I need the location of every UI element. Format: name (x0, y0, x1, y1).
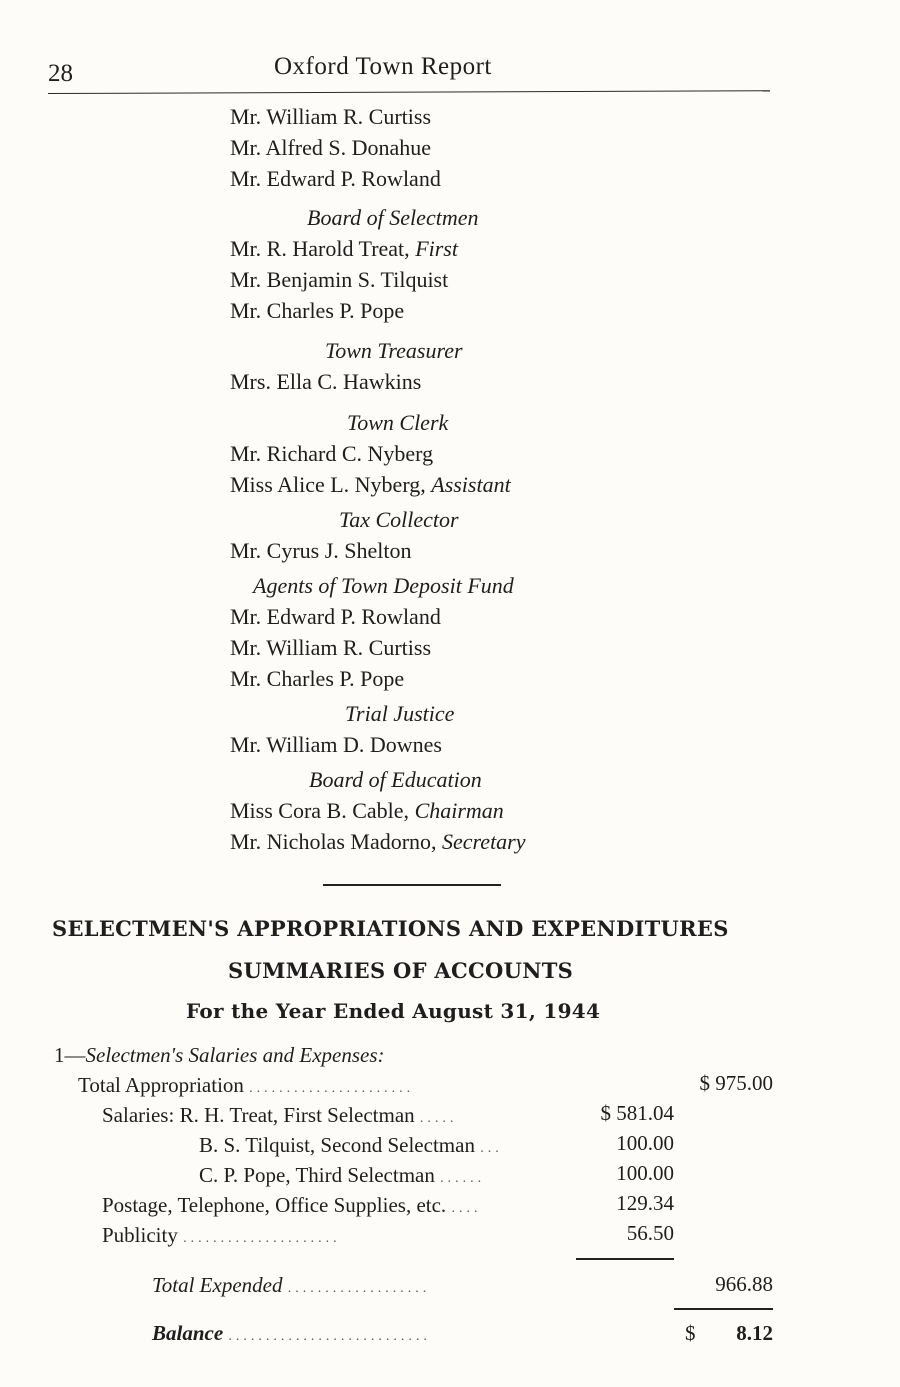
section-heading-agents-town-deposit-fund: Agents of Town Deposit Fund (253, 573, 514, 598)
officer-name: Mr. Edward P. Rowland (230, 166, 441, 191)
page-number: 28 (48, 60, 73, 87)
salary-row (199, 1132, 503, 1162)
section-title: SELECTMEN'S APPROPRIATIONS AND EXPENDITURES (52, 916, 729, 941)
officer-name: Mr. Charles P. Pope (230, 666, 405, 691)
total-expended-row (152, 1272, 430, 1302)
expense-row (102, 1192, 481, 1222)
leader-dots: ... (480, 1141, 503, 1156)
section-heading-town-clerk: Town Clerk (347, 410, 449, 435)
officer-name-text: Mr. Nicholas Madorno, (230, 829, 443, 854)
officer-name (230, 472, 511, 498)
section-divider (323, 884, 501, 886)
salary-label: B. S. Tilquist, Second Selectman (199, 1133, 475, 1157)
expense-label: Postage, Telephone, Office Supplies, etc. (102, 1193, 447, 1217)
officer-role: First (415, 236, 458, 261)
section-subtitle: SUMMARIES OF ACCOUNTS (228, 958, 574, 983)
balance-amount: 8.12 (736, 1321, 773, 1345)
section-heading-board-of-education: Board of Education (309, 767, 482, 792)
officer-role: Secretary (442, 829, 526, 854)
balance-row (152, 1320, 431, 1350)
leader-dots: ..... (419, 1111, 458, 1126)
officer-name: Mr. Benjamin S. Tilquist (230, 267, 449, 292)
salary-amount: 100.00 (616, 1131, 674, 1155)
total-appropriation-label: Total Appropriation (78, 1073, 244, 1097)
total-appropriation-amount: $ 975.00 (699, 1071, 773, 1095)
total-rule (674, 1308, 773, 1310)
expense-amount: 129.34 (616, 1191, 674, 1215)
salary-amount: $ 581.04 (600, 1101, 674, 1125)
section-heading-trial-justice: Trial Justice (345, 701, 455, 726)
account-item-title: Selectmen's Salaries and Expenses: (85, 1043, 385, 1067)
header-rule (48, 90, 770, 94)
officer-role: Assistant (431, 472, 511, 497)
balance-label: Balance (152, 1321, 224, 1345)
salary-amount: 100.00 (616, 1161, 674, 1185)
officer-name-text: Miss Cora B. Cable, (230, 798, 415, 823)
subtotal-rule (576, 1258, 674, 1260)
officer-name: Mr. William R. Curtiss (230, 635, 432, 660)
leader-dots: ................... (287, 1281, 431, 1296)
officer-name (230, 829, 526, 855)
section-heading-town-treasurer: Town Treasurer (325, 338, 463, 363)
salary-label: R. H. Treat, First Selectman (179, 1103, 415, 1127)
officer-name (230, 798, 504, 824)
salary-row (199, 1162, 485, 1192)
total-expended-label: Total Expended (152, 1273, 283, 1297)
total-expended-amount: 966.88 (715, 1272, 773, 1296)
expense-row (102, 1222, 341, 1252)
officer-role: Chairman (414, 798, 504, 823)
leader-dots: .... (451, 1201, 482, 1216)
officer-name: Mr. Charles P. Pope (230, 298, 405, 323)
leader-dots: ........................... (228, 1329, 431, 1344)
officer-name: Mrs. Ella C. Hawkins (230, 369, 422, 394)
section-heading-tax-collector: Tax Collector (339, 507, 459, 532)
leader-dots: ...................... (249, 1081, 415, 1096)
account-item-heading (54, 1042, 385, 1068)
officer-name: Mr. Richard C. Nyberg (230, 441, 434, 466)
officer-name-text: Miss Alice L. Nyberg, (230, 472, 432, 497)
section-period: For the Year Ended August 31, 1944 (186, 999, 601, 1023)
officer-name-text: Mr. R. Harold Treat, (230, 236, 416, 261)
salary-row (102, 1102, 457, 1132)
balance-currency: $ (685, 1321, 696, 1345)
salary-label: C. P. Pope, Third Selectman (199, 1163, 435, 1187)
officer-name: Mr. Cyrus J. Shelton (230, 538, 412, 563)
leader-dots: ..................... (183, 1231, 341, 1246)
section-heading-board-of-selectmen: Board of Selectmen (307, 205, 479, 230)
officer-name: Mr. William D. Downes (230, 732, 442, 757)
expense-amount: 56.50 (626, 1221, 674, 1245)
leader-dots: ...... (440, 1171, 486, 1186)
officer-name: Mr. Edward P. Rowland (230, 604, 441, 629)
salaries-prefix: Salaries: (102, 1103, 175, 1127)
account-item-number: 1— (54, 1043, 86, 1067)
officer-name: Mr. Alfred S. Donahue (230, 135, 432, 160)
running-title: Oxford Town Report (274, 53, 492, 80)
expense-label: Publicity (102, 1223, 178, 1247)
officer-name: Mr. William R. Curtiss (230, 104, 432, 129)
total-appropriation-row (78, 1072, 414, 1102)
officer-name (230, 236, 458, 262)
